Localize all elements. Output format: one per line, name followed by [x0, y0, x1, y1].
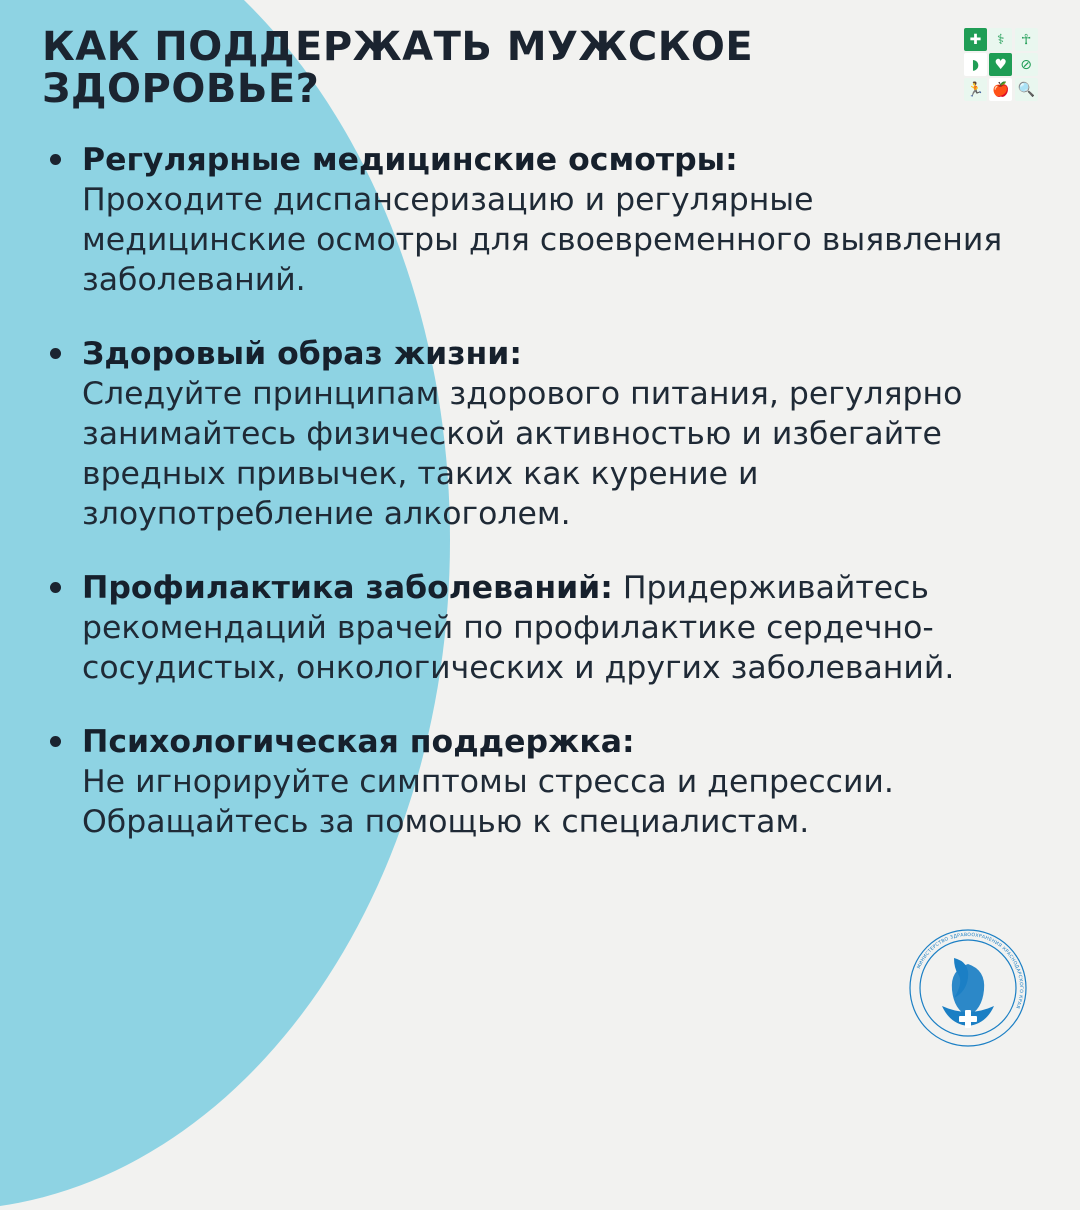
cross-icon: ✚ [964, 28, 987, 51]
apple-icon: 🍎 [989, 78, 1012, 101]
svg-text:МИНИСТЕРСТВО ЗДРАВООХРАНЕНИЯ К: МИНИСТЕРСТВО ЗДРАВООХРАНЕНИЯ КРАСНОДАРСКОГО КРАЯ [916, 932, 1024, 1010]
recommendation-list [42, 140, 1038, 842]
person-icon: ☥ [1015, 28, 1038, 51]
list-item-body: Придерживайтесь рекомендаций врачей по профилактике сердечно-сосудистых, онкологических и других заболеваний. [82, 570, 955, 686]
list-item-body: Проходите диспансеризацию и регулярные медицинские осмотры для своевременного выявления заболеваний. [82, 182, 1003, 298]
list-item-lead: Здоровый образ жизни: [82, 336, 522, 372]
list-item-body: Следуйте принципам здорового питания, регулярно занимайтесь физической активностью и избегайте вредных привычек, таких как курение и злоупотребление алкоголем. [82, 376, 963, 532]
stethoscope-icon: ⚕ [989, 28, 1012, 51]
heart-icon: ♥ [989, 53, 1012, 76]
list-item-lead: Психологическая поддержка: [82, 724, 635, 760]
poster-header [42, 26, 1038, 110]
list-item [42, 722, 1038, 842]
list-item [42, 334, 1038, 534]
ministry-of-health-krasnodar-logo [902, 922, 1034, 1054]
health-icon-grid [964, 28, 1038, 101]
list-item-body: Не игнорируйте симптомы стресса и депрессии. Обращайтесь за помощью к специалистам. [82, 764, 894, 840]
list-item [42, 140, 1038, 300]
magnifier-icon: 🔍 [1015, 78, 1038, 101]
list-item-lead: Регулярные медицинские осмотры: [82, 142, 738, 178]
pill-icon: ◗ [964, 53, 987, 76]
page-title: КАК ПОДДЕРЖАТЬ МУЖСКОЕ ЗДОРОВЬЕ? [42, 24, 754, 112]
running-icon: 🏃 [964, 78, 987, 101]
list-item-lead: Профилактика заболеваний: [82, 570, 613, 606]
no-smoking-icon: ⊘ [1015, 53, 1038, 76]
list-item [42, 568, 1038, 688]
